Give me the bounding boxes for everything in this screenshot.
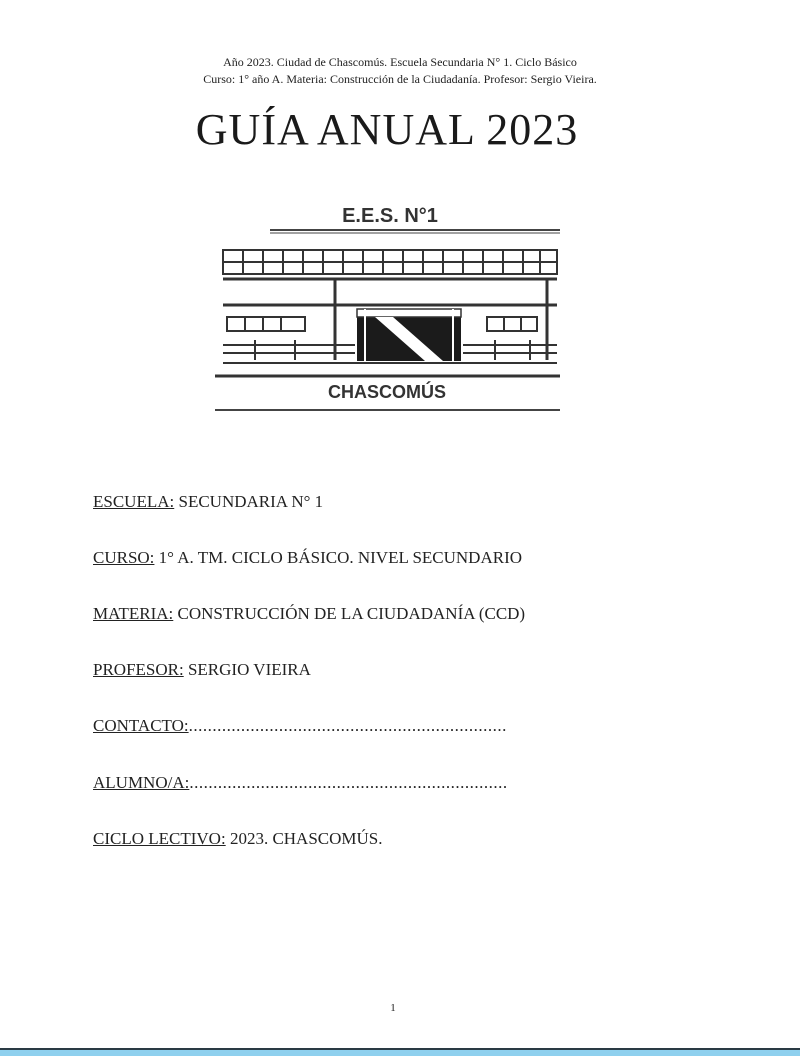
field-escuela-label: ESCUELA:: [93, 492, 175, 511]
field-profesor-value: SERGIO VIEIRA: [183, 660, 311, 679]
building-entrance: [357, 309, 461, 361]
bottom-bar: [0, 1050, 800, 1056]
field-materia-label: MATERIA:: [93, 604, 174, 623]
field-contacto-label: CONTACTO:: [93, 716, 189, 735]
header-line-1: Año 2023. Ciudad de Chascomús. Escuela Secundaria N° 1. Ciclo Básico: [223, 55, 577, 69]
field-profesor: [93, 660, 311, 680]
field-ciclo-label: CICLO LECTIVO:: [93, 829, 226, 848]
field-ciclo: [93, 829, 383, 849]
field-contacto-value: ...................................................................: [188, 716, 507, 735]
building-upper-windows: [223, 250, 557, 274]
field-contacto: [93, 716, 507, 736]
field-curso: [93, 548, 522, 568]
header-line-2: Curso: 1° año A. Materia: Construcción de la Ciudadanía. Profesor: Sergio Vieira.: [203, 72, 597, 86]
logo-bottom-text: CHASCOMÚS: [327, 382, 447, 402]
field-profesor-label: PROFESOR:: [93, 660, 184, 679]
field-alumno-value: ...................................................................: [189, 773, 508, 792]
field-materia: [93, 604, 525, 624]
field-escuela-value: SECUNDARIA N° 1: [174, 492, 324, 511]
building-left-window: [227, 317, 305, 331]
field-curso-value: 1° A. TM. CICLO BÁSICO. NIVEL SECUNDARIO: [154, 548, 523, 567]
field-escuela: [93, 492, 323, 512]
page-number: 1: [390, 1002, 396, 1014]
field-alumno-label: ALUMNO/A:: [93, 773, 190, 792]
document-header: [0, 54, 800, 88]
field-alumno: [93, 773, 508, 793]
field-curso-label: CURSO:: [93, 548, 155, 567]
building-right-window: [487, 317, 537, 331]
field-materia-value: CONSTRUCCIÓN DE LA CIUDADANÍA (CCD): [173, 604, 526, 623]
logo-top-text: E.E.S. N°1: [342, 205, 438, 227]
school-logo: [215, 195, 565, 415]
field-ciclo-value: 2023. CHASCOMÚS.: [225, 829, 383, 848]
page-title: GUÍA ANUAL 2023: [195, 105, 579, 154]
